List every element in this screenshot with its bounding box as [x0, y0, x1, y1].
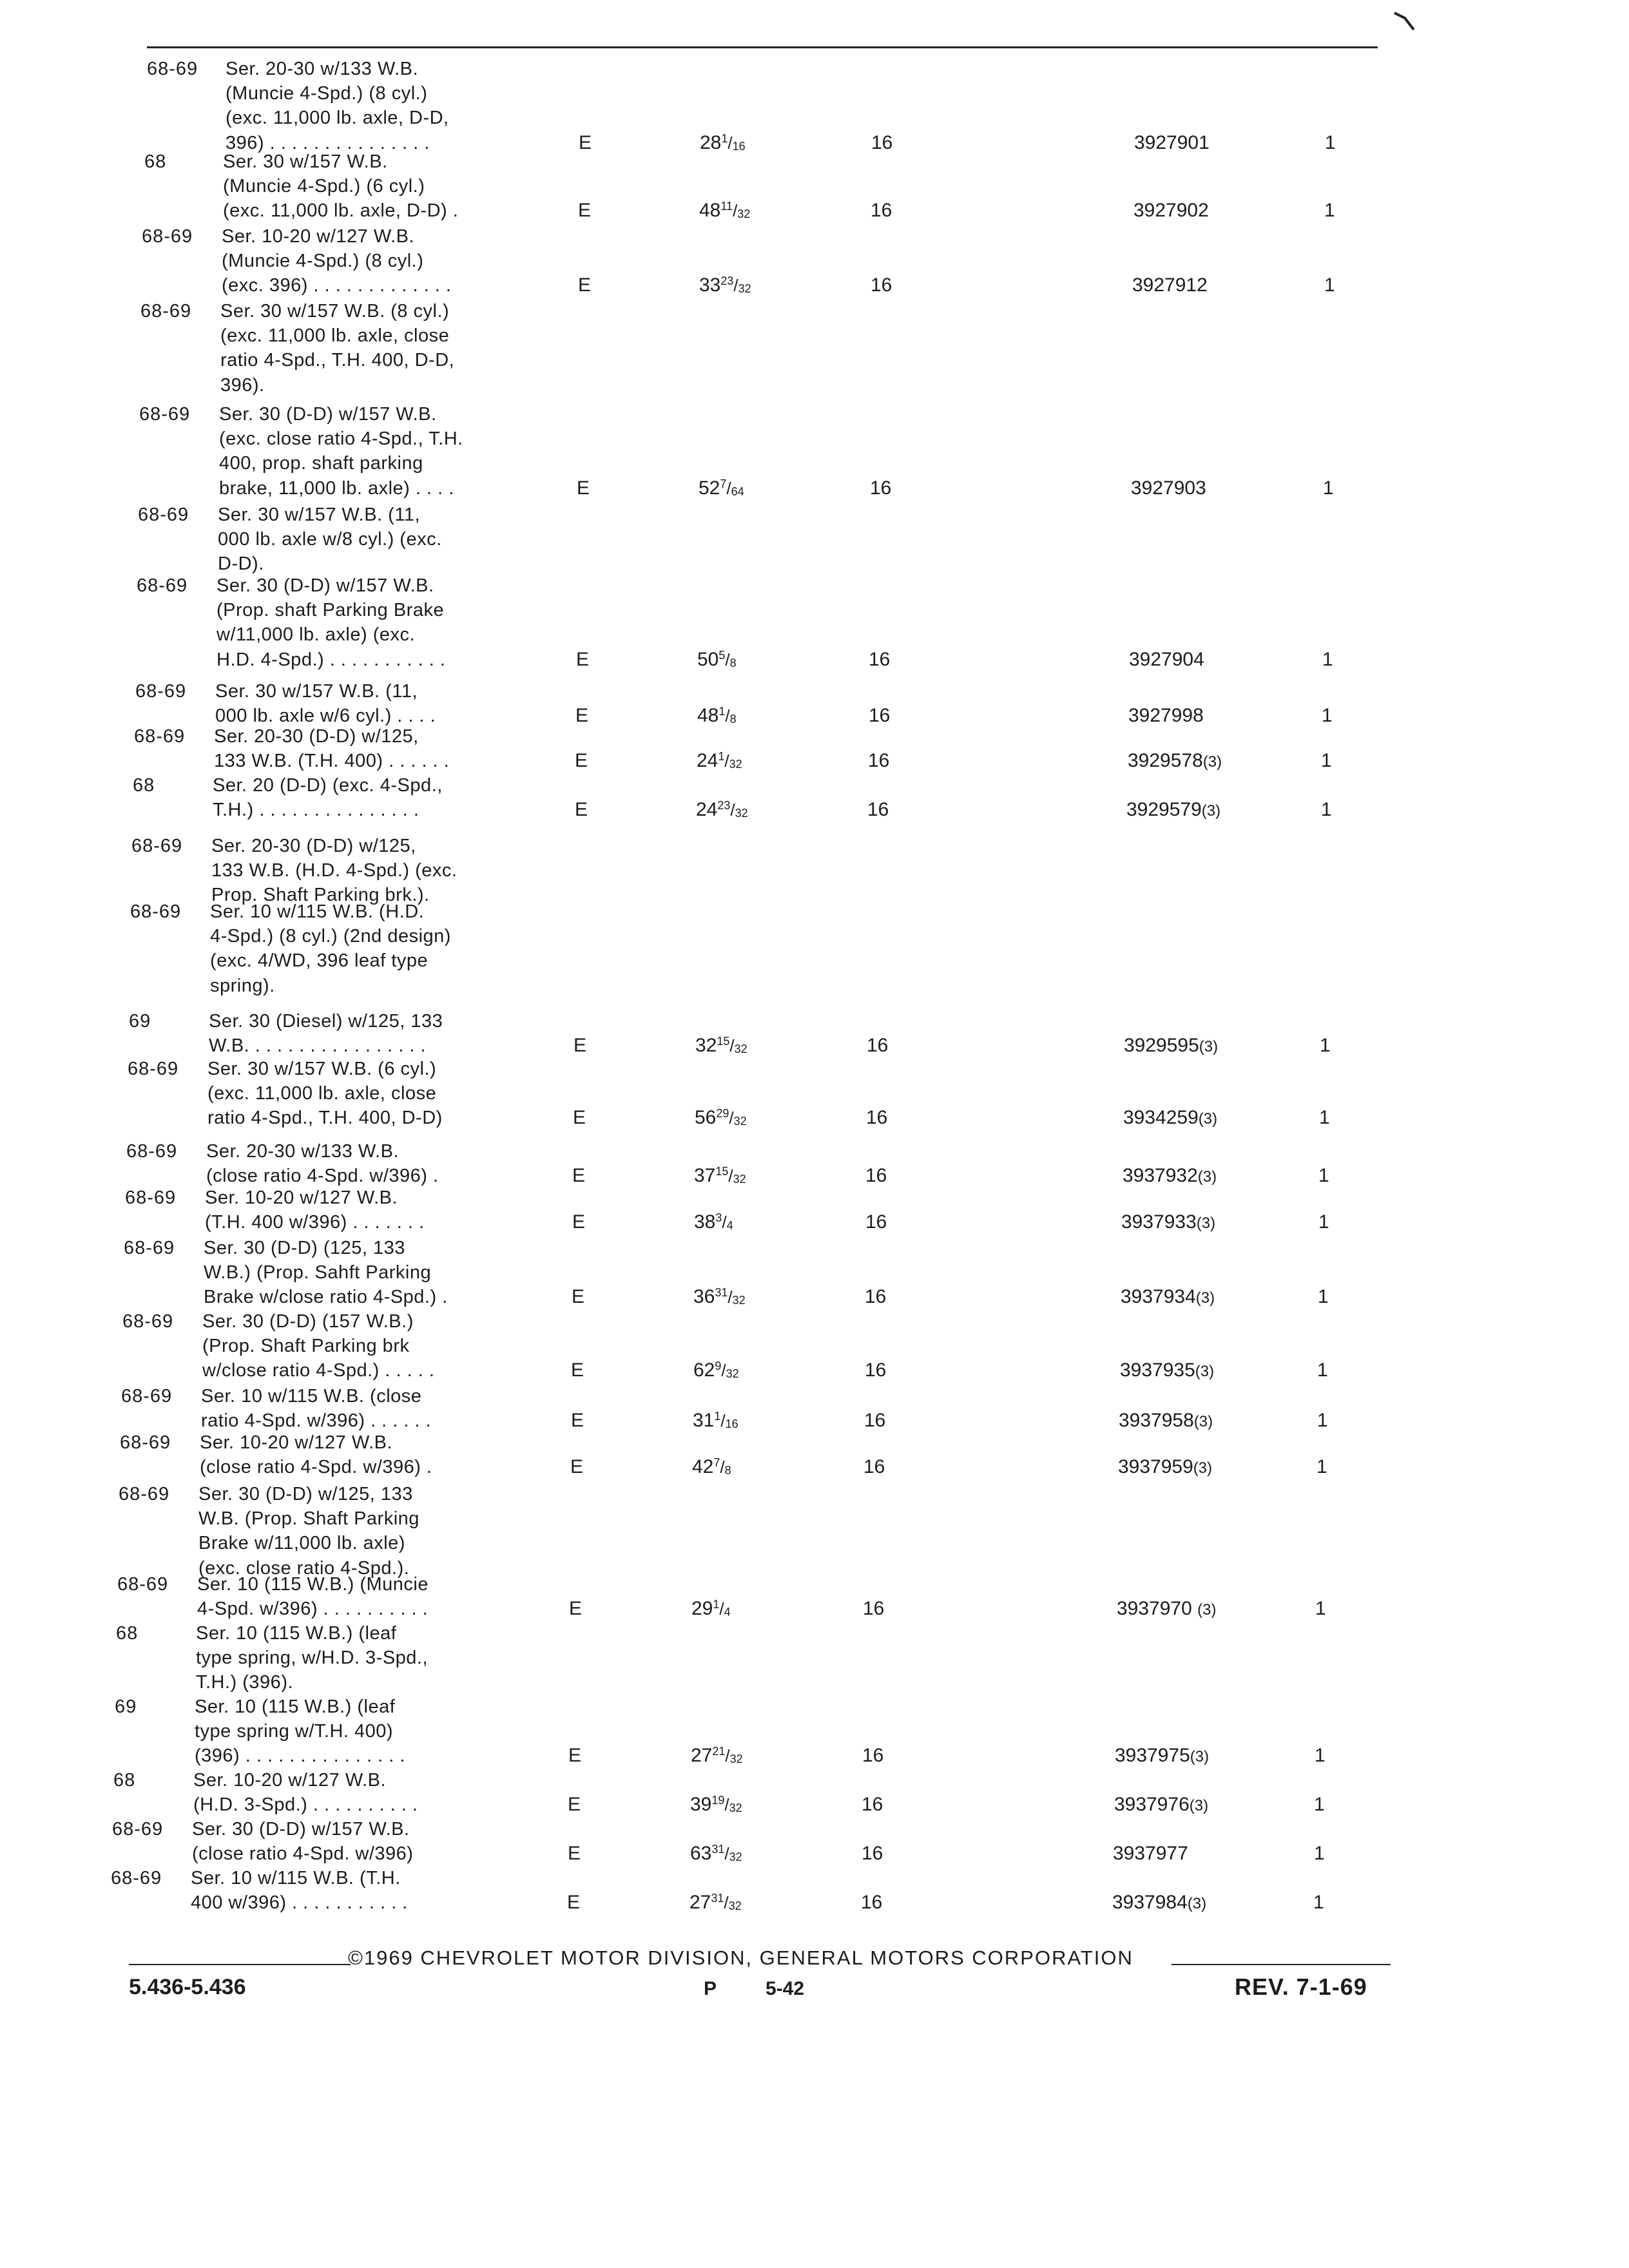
footnote-reference: (3) — [1198, 1110, 1218, 1128]
code-letter: E — [579, 132, 592, 153]
part-number-value: 3937958 — [1119, 1410, 1194, 1431]
code-letter: E — [571, 1360, 584, 1381]
fraction-denominator: 4 — [724, 1606, 731, 1619]
fraction-denominator: 64 — [731, 485, 744, 498]
part-number — [1117, 1597, 1216, 1622]
part-number — [1118, 1455, 1212, 1481]
code-letter: E — [572, 1211, 586, 1233]
count: 1 — [1316, 1456, 1327, 1477]
fraction-slash: / — [720, 1411, 726, 1430]
model-years: 68 — [113, 1770, 136, 1791]
count: 1 — [1318, 1286, 1329, 1307]
part-number — [1123, 1164, 1217, 1189]
fraction-slash: / — [733, 276, 738, 295]
fraction-denominator: 32 — [729, 1850, 742, 1863]
length-whole: 42 — [692, 1456, 714, 1477]
part-number-value: 3937975 — [1115, 1745, 1190, 1766]
length-measurement — [693, 1285, 746, 1309]
fraction-slash: / — [725, 1746, 730, 1765]
count: 1 — [1318, 1165, 1329, 1186]
fraction-numerator: 15 — [717, 1035, 730, 1048]
fraction-numerator: 19 — [711, 1794, 725, 1807]
quantity: 16 — [863, 1598, 885, 1619]
fraction-numerator: 31 — [715, 1286, 728, 1299]
footnote-reference: (3) — [1197, 1601, 1217, 1619]
fraction-denominator: 32 — [738, 282, 751, 295]
code-letter: E — [578, 274, 592, 296]
fraction-slash: / — [728, 1166, 733, 1186]
model-years: 68 — [144, 151, 167, 172]
application-description: Ser. 20 (D-D) (exc. 4-Spd., T.H.) . . . . . . . . . . . . . . . — [213, 775, 443, 821]
application-description: Ser. 10 (115 W.B.) (Muncie 4-Spd. w/396) . . . . . . . . . . — [197, 1574, 429, 1620]
part-number-value: 3927998 — [1128, 705, 1204, 726]
quantity: 16 — [867, 1035, 889, 1056]
footnote-reference: (3) — [1197, 1168, 1217, 1186]
model-years: 68-69 — [137, 575, 188, 596]
model-years: 69 — [115, 1696, 137, 1717]
length-whole: 36 — [693, 1286, 715, 1307]
part-number-value: 3927912 — [1132, 274, 1208, 296]
model-years: 68-69 — [140, 301, 192, 322]
code-letter: E — [577, 477, 590, 499]
count: 1 — [1317, 1410, 1328, 1431]
fraction-numerator: 3 — [715, 1211, 722, 1224]
code-letter: E — [569, 1598, 583, 1619]
quantity: 16 — [863, 1456, 885, 1477]
application-description: Ser. 30 (D-D) w/157 W.B. (close ratio 4-Spd. w/396) — [192, 1819, 414, 1865]
length-measurement — [697, 749, 742, 773]
length-whole: 32 — [695, 1035, 717, 1056]
application-description: Ser. 20-30 w/133 W.B. (Muncie 4-Spd.) (8 cyl.) (exc. 11,000 lb. axle, D-D, 396) . . . . . . . . . . . . . . . — [226, 59, 449, 153]
model-years: 68-69 — [111, 1868, 162, 1888]
fraction-numerator: 31 — [711, 1892, 724, 1905]
length-measurement — [691, 1597, 731, 1621]
fraction-denominator: 8 — [729, 713, 737, 726]
length-whole: 56 — [695, 1107, 717, 1128]
count: 1 — [1322, 705, 1333, 726]
quantity: 16 — [865, 1165, 887, 1186]
part-number-value: 3937935 — [1120, 1360, 1195, 1381]
footnote-reference: (3) — [1199, 1038, 1219, 1055]
part-number — [1124, 1033, 1218, 1059]
quantity: 16 — [861, 1892, 883, 1913]
length-measurement — [699, 476, 744, 501]
footnote-reference: (3) — [1189, 1797, 1209, 1814]
model-years: 68-69 — [124, 1238, 175, 1258]
count: 1 — [1324, 200, 1335, 221]
code-letter: E — [568, 1745, 582, 1766]
quantity: 16 — [867, 799, 889, 820]
part-number-value: 3929578 — [1128, 750, 1203, 771]
part-number-value: 3937984 — [1112, 1892, 1188, 1913]
revision-date: REV. 7-1-69 — [1235, 1974, 1367, 2000]
model-years: 68-69 — [126, 1141, 178, 1162]
fraction-numerator: 31 — [711, 1843, 725, 1856]
application-description: Ser. 20-30 (D-D) w/125, 133 W.B. (H.D. 4-Spd.) (exc. Prop. Shaft Parking brk.). — [211, 836, 458, 906]
footer-rule-right — [1171, 1964, 1391, 1965]
length-measurement — [693, 1408, 738, 1433]
model-years: 68-69 — [142, 226, 193, 247]
application-description: Ser. 30 (D-D) w/157 W.B. (exc. close ratio 4-Spd., T.H. 400, prop. shaft parking brake, 11,000 lb. axle) . . . . — [219, 404, 463, 499]
application-description: Ser. 10 (115 W.B.) (leaf type spring, w/H.D. 3-Spd., T.H.) (396). — [196, 1623, 429, 1693]
fraction-denominator: 16 — [732, 140, 746, 153]
fraction-slash: / — [719, 1599, 724, 1619]
fraction-slash: / — [724, 1795, 729, 1814]
length-measurement — [692, 1455, 731, 1479]
fraction-denominator: 16 — [725, 1418, 738, 1430]
code-letter: E — [571, 1410, 584, 1431]
footnote-reference: (3) — [1193, 1413, 1213, 1430]
length-measurement — [694, 1210, 733, 1235]
fraction-denominator: 32 — [729, 1753, 743, 1765]
footnote-reference: (3) — [1193, 1459, 1213, 1477]
length-whole: 52 — [699, 477, 720, 499]
part-number — [1123, 1106, 1217, 1131]
fraction-denominator: 32 — [733, 1173, 746, 1186]
fraction-numerator: 21 — [712, 1745, 726, 1758]
application-description: Ser. 10 w/115 W.B. (T.H. 400 w/396) . . . . . . . . . . . — [191, 1868, 408, 1914]
code-letter: E — [572, 1165, 586, 1186]
fraction-numerator: 11 — [720, 200, 733, 213]
part-number — [1115, 1744, 1209, 1769]
fraction-numerator: 7 — [720, 477, 727, 490]
fraction-slash: / — [728, 1287, 733, 1307]
length-measurement — [694, 1164, 746, 1188]
length-whole: 50 — [697, 649, 719, 670]
count: 1 — [1313, 1892, 1324, 1913]
model-years: 68-69 — [131, 836, 183, 856]
count: 1 — [1314, 1843, 1325, 1864]
code-letter: E — [567, 1892, 581, 1913]
fraction-slash: / — [726, 479, 731, 498]
model-years: 68-69 — [135, 681, 187, 702]
code-letter: E — [574, 1035, 587, 1056]
length-whole: 48 — [699, 200, 721, 221]
quantity: 16 — [866, 1107, 888, 1128]
length-measurement — [690, 1841, 742, 1866]
length-measurement — [691, 1744, 743, 1768]
part-number-value: 3937932 — [1123, 1165, 1198, 1186]
fraction-slash: / — [724, 1893, 729, 1912]
count: 1 — [1325, 132, 1336, 153]
copyright-line: ©1969 CHEVROLET MOTOR DIVISION, GENERAL MOTORS CORPORATION — [348, 1946, 1133, 1969]
part-number-value: 3937976 — [1114, 1794, 1190, 1815]
quantity: 16 — [862, 1745, 884, 1766]
code-letter: E — [575, 799, 588, 820]
application-description: Ser. 30 w/157 W.B. (6 cyl.) (exc. 11,000 lb. axle, close ratio 4-Spd., T.H. 400, D-D) — [207, 1059, 443, 1129]
fraction-slash: / — [733, 201, 738, 220]
part-number-value: 3937933 — [1121, 1211, 1197, 1233]
length-measurement — [699, 273, 751, 298]
page-prefix: P — [704, 1978, 717, 1999]
code-letter: E — [575, 705, 589, 726]
part-number — [1131, 476, 1206, 501]
code-letter: E — [578, 200, 592, 221]
model-years: 68-69 — [125, 1187, 177, 1208]
quantity: 16 — [871, 132, 893, 153]
fraction-numerator: 23 — [720, 274, 734, 287]
application-description: Ser. 30 (D-D) (157 W.B.) (Prop. Shaft Parking brk w/close ratio 4-Spd.) . . . . . — [202, 1311, 435, 1381]
application-description: Ser. 20-30 w/133 W.B. (close ratio 4-Spd. w/396) . — [206, 1141, 439, 1187]
length-whole: 28 — [700, 132, 722, 153]
part-number-value: 3937934 — [1121, 1286, 1196, 1307]
quantity: 16 — [870, 477, 892, 499]
code-letter: E — [572, 1286, 585, 1307]
model-years: 68-69 — [139, 404, 191, 425]
part-number — [1119, 1408, 1213, 1434]
code-letter: E — [568, 1794, 581, 1815]
fraction-numerator: 7 — [713, 1456, 720, 1469]
fraction-numerator: 1 — [713, 1598, 720, 1611]
model-years: 68-69 — [130, 901, 182, 922]
footnote-reference: (3) — [1195, 1363, 1215, 1380]
model-years: 68-69 — [119, 1484, 170, 1504]
length-measurement — [696, 798, 748, 822]
quantity: 16 — [871, 200, 892, 221]
count: 1 — [1321, 750, 1332, 771]
application-description: Ser. 30 w/157 W.B. (11, 000 lb. axle w/6 cyl.) . . . . — [215, 681, 436, 727]
part-number — [1133, 198, 1209, 223]
fraction-denominator: 32 — [734, 1043, 747, 1055]
model-years: 68-69 — [112, 1819, 164, 1840]
code-letter: E — [576, 649, 590, 670]
fraction-denominator: 32 — [732, 1294, 746, 1307]
length-whole: 37 — [694, 1165, 716, 1186]
footnote-reference: (3) — [1202, 753, 1222, 771]
application-description: Ser. 30 (Diesel) w/125, 133 W.B. . . . . . . . . . . . . . . . . — [209, 1011, 443, 1057]
quantity: 16 — [871, 274, 892, 296]
fraction-slash: / — [724, 751, 729, 771]
length-whole: 63 — [690, 1843, 712, 1864]
part-number-value: 3927904 — [1129, 649, 1204, 670]
part-number-value: 3937970 — [1117, 1598, 1198, 1619]
footnote-reference: (3) — [1196, 1215, 1216, 1232]
part-number — [1120, 1358, 1214, 1384]
fraction-numerator: 15 — [715, 1165, 729, 1178]
part-number-value: 3934259 — [1123, 1107, 1199, 1128]
count: 1 — [1322, 649, 1333, 670]
length-whole: 39 — [690, 1794, 712, 1815]
count: 1 — [1319, 1107, 1330, 1128]
part-number-value: 3929579 — [1126, 799, 1202, 820]
part-number-value: 3927903 — [1131, 477, 1206, 499]
fraction-slash: / — [722, 1213, 727, 1232]
application-description: Ser. 30 w/157 W.B. (11, 000 lb. axle w/8 cyl.) (exc. D-D). — [218, 505, 442, 575]
fraction-numerator: 1 — [718, 705, 726, 718]
part-number — [1113, 1841, 1188, 1866]
quantity: 16 — [865, 1360, 887, 1381]
count: 1 — [1321, 799, 1332, 820]
application-description: Ser. 30 w/157 W.B. (Muncie 4-Spd.) (6 cyl.) (exc. 11,000 lb. axle, D-D) . — [223, 151, 459, 222]
part-number — [1134, 131, 1210, 155]
fraction-numerator: 1 — [714, 1410, 721, 1423]
part-number — [1129, 648, 1204, 672]
length-whole: 24 — [697, 750, 718, 771]
fraction-slash: / — [720, 1457, 725, 1477]
part-number — [1128, 749, 1222, 774]
quantity: 16 — [869, 649, 891, 670]
count: 1 — [1315, 1598, 1326, 1619]
length-measurement — [697, 704, 737, 728]
part-number — [1121, 1210, 1215, 1236]
fraction-slash: / — [725, 650, 730, 669]
model-years: 68-69 — [120, 1432, 171, 1453]
footnote-reference: (3) — [1195, 1289, 1215, 1307]
fraction-denominator: 8 — [724, 1464, 731, 1477]
part-number-value: 3929595 — [1124, 1035, 1199, 1056]
fraction-slash: / — [728, 133, 733, 153]
count: 1 — [1317, 1360, 1328, 1381]
quantity: 16 — [865, 1286, 887, 1307]
application-description: Ser. 20-30 (D-D) w/125, 133 W.B. (T.H. 400) . . . . . . — [214, 726, 450, 772]
length-whole: 27 — [691, 1745, 713, 1766]
application-description: Ser. 10-20 w/127 W.B. (T.H. 400 w/396) . . . . . . . — [205, 1187, 425, 1233]
length-measurement — [689, 1890, 742, 1915]
model-years: 68-69 — [138, 505, 189, 525]
fraction-slash: / — [729, 1108, 734, 1128]
section-number: 5.436-5.436 — [129, 1975, 246, 1999]
model-years: 68-69 — [117, 1574, 169, 1595]
length-whole: 48 — [697, 705, 719, 726]
length-measurement — [695, 1106, 747, 1130]
fraction-denominator: 32 — [726, 1367, 739, 1380]
model-years: 69 — [129, 1011, 151, 1032]
fraction-numerator: 9 — [715, 1360, 722, 1372]
part-number-value: 3927902 — [1133, 200, 1209, 221]
code-letter: E — [570, 1456, 584, 1477]
model-years: 68-69 — [128, 1059, 179, 1079]
fraction-slash: / — [721, 1361, 726, 1380]
length-measurement — [695, 1033, 747, 1058]
fraction-numerator: 29 — [716, 1107, 729, 1120]
application-description: Ser. 30 (D-D) w/157 W.B. (Prop. shaft Parking Brake w/11,000 lb. axle) (exc. H.D. 4-Spd.) . . . . . . . . . . . — [217, 575, 446, 670]
fraction-slash: / — [730, 800, 735, 820]
length-measurement — [693, 1358, 739, 1383]
code-letter: E — [575, 750, 588, 771]
fraction-slash: / — [729, 1036, 735, 1055]
length-whole: 38 — [694, 1211, 716, 1233]
code-letter: E — [573, 1107, 586, 1128]
count: 1 — [1314, 1794, 1325, 1815]
count: 1 — [1324, 274, 1335, 296]
quantity: 16 — [865, 1211, 887, 1233]
model-years: 68-69 — [147, 59, 198, 79]
quantity: 16 — [862, 1843, 883, 1864]
part-number-value: 3937977 — [1113, 1843, 1188, 1864]
fraction-denominator: 8 — [729, 657, 737, 669]
length-measurement — [697, 648, 737, 672]
model-years: 68 — [133, 775, 155, 796]
length-whole: 24 — [696, 799, 718, 820]
length-whole: 27 — [689, 1892, 711, 1913]
fraction-denominator: 4 — [726, 1219, 733, 1232]
fraction-numerator: 1 — [721, 132, 728, 145]
footnote-reference: (3) — [1187, 1895, 1207, 1912]
fraction-denominator: 32 — [729, 1802, 742, 1814]
application-description: Ser. 30 (D-D) w/125, 133 W.B. (Prop. Shaft Parking Brake w/11,000 lb. axle) (exc. close ratio 4-Spd.). — [198, 1484, 419, 1579]
length-measurement — [690, 1792, 742, 1817]
length-whole: 33 — [699, 274, 721, 296]
part-number — [1112, 1890, 1206, 1916]
application-description: Ser. 10 (115 W.B.) (leaf type spring w/T.H. 400) (396) . . . . . . . . . . . . . . . — [195, 1696, 405, 1767]
part-number — [1126, 798, 1220, 823]
part-number-value: 3927901 — [1134, 132, 1210, 153]
quantity: 16 — [862, 1794, 883, 1815]
length-whole: 31 — [693, 1410, 715, 1431]
fraction-denominator: 32 — [737, 207, 751, 220]
footnote-reference: (3) — [1190, 1748, 1210, 1765]
application-description: Ser. 10 w/115 W.B. (close ratio 4-Spd. w/396) . . . . . . — [201, 1386, 432, 1432]
fraction-denominator: 32 — [729, 758, 742, 771]
quantity: 16 — [869, 705, 891, 726]
part-number-value: 3937959 — [1118, 1456, 1193, 1477]
application-description: Ser. 10-20 w/127 W.B. (close ratio 4-Spd. w/396) . — [200, 1432, 432, 1478]
application-description: Ser. 30 w/157 W.B. (8 cyl.) (exc. 11,000 lb. axle, close ratio 4-Spd., T.H. 400, D-D, 396). — [220, 301, 455, 396]
length-measurement — [699, 198, 750, 223]
part-number — [1132, 273, 1208, 298]
count: 1 — [1320, 1035, 1331, 1056]
count: 1 — [1323, 477, 1334, 499]
footnote-reference: (3) — [1201, 802, 1221, 820]
model-years: 68-69 — [134, 726, 186, 747]
fraction-numerator: 5 — [718, 649, 726, 662]
model-years: 68-69 — [121, 1386, 173, 1407]
page-number: 5-42 — [766, 1978, 805, 1999]
length-whole: 62 — [693, 1360, 715, 1381]
model-years: 68 — [116, 1623, 139, 1644]
fraction-denominator: 32 — [733, 1115, 747, 1128]
fraction-numerator: 1 — [718, 750, 725, 763]
part-number — [1128, 704, 1204, 728]
fraction-denominator: 32 — [728, 1899, 742, 1912]
application-description: Ser. 10 w/115 W.B. (H.D. 4-Spd.) (8 cyl.) (2nd design) (exc. 4/WD, 396 leaf type spring). — [210, 901, 451, 996]
code-letter: E — [568, 1843, 581, 1864]
count: 1 — [1315, 1745, 1325, 1766]
count: 1 — [1318, 1211, 1329, 1233]
length-whole: 29 — [691, 1598, 713, 1619]
part-number — [1114, 1792, 1208, 1818]
fraction-slash: / — [725, 706, 730, 726]
part-number — [1121, 1285, 1215, 1311]
quantity: 16 — [868, 750, 890, 771]
fraction-slash: / — [724, 1844, 729, 1863]
application-description: Ser. 30 (D-D) (125, 133 W.B.) (Prop. Sahft Parking Brake w/close ratio 4-Spd.) . — [204, 1238, 448, 1308]
footer-rule-left — [129, 1964, 351, 1965]
quantity: 16 — [864, 1410, 886, 1431]
length-measurement — [700, 131, 746, 155]
application-description: Ser. 10-20 w/127 W.B. (Muncie 4-Spd.) (8 cyl.) (exc. 396) . . . . . . . . . . . . . — [222, 226, 452, 296]
fraction-numerator: 23 — [717, 799, 731, 812]
application-description: Ser. 10-20 w/127 W.B. (H.D. 3-Spd.) . . . . . . . . . . — [193, 1770, 418, 1816]
fraction-denominator: 32 — [735, 807, 748, 820]
model-years: 68-69 — [122, 1311, 174, 1332]
